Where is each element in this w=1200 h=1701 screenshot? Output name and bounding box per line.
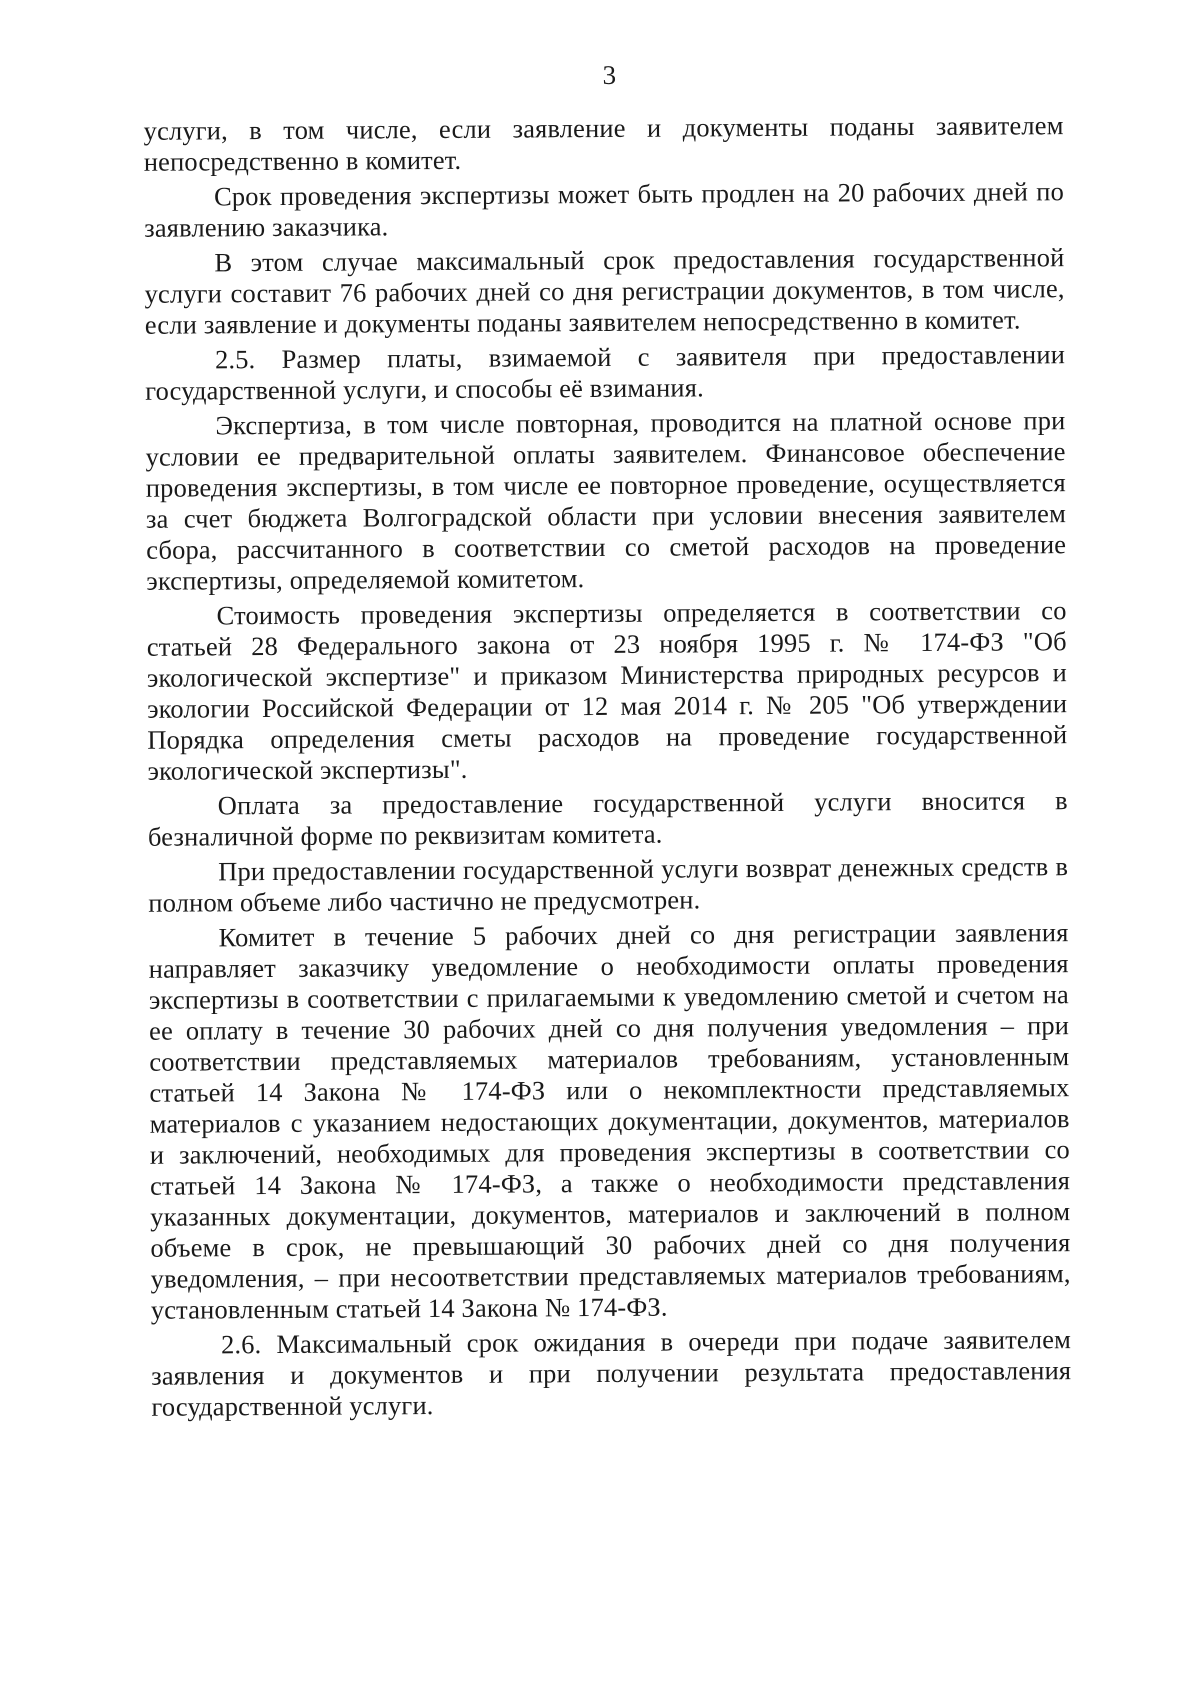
document-body [144, 110, 1072, 1427]
paragraph-max-term: В этом случае максимальный срок предоставления государственной услуги составит 76 рабочих дней со дня регистрации документов, в том числе, если заявление и документы поданы заявителем непосредственно в комитет. [144, 242, 1065, 340]
section-heading-2-5: 2.5. Размер платы, взимаемой с заявителя при предоставлении государственной услуги, и способы её взимания. [145, 339, 1066, 406]
section-heading-2-6: 2.6. Максимальный срок ожидания в очереди при подаче заявителем заявления и документов и при получении результата предоставления государственной услуги. [151, 1324, 1072, 1422]
paragraph-paid-basis: Экспертиза, в том числе повторная, проводится на платной основе при условии ее предварительной оплаты заявителем. Финансовое обеспечение проведения экспертизы, в том числе ее повторное проведение, осуществляется за счет бюджета Волгоградской области при условии внесения заявителем сбора, рассчитанного в соответствии со сметой расходов на проведение экспертизы, определяемой комитетом. [145, 405, 1067, 596]
paragraph-no-refund: При предоставлении государственной услуги возврат денежных средств в полном объеме либо частично не предусмотрен. [148, 851, 1069, 918]
page-number: 3 [602, 59, 617, 90]
paragraph-continuation: услуги, в том числе, если заявление и документы поданы заявителем непосредственно в комитет. [143, 110, 1064, 177]
paragraph-extension-term: Срок проведения экспертизы может быть продлен на 20 рабочих дней по заявлению заказчика. [144, 176, 1065, 243]
paragraph-notification: Комитет в течение 5 рабочих дней со дня регистрации заявления направляет заказчику уведомление о необходимости оплаты проведения экспертизы в соответствии с прилагаемыми к уведомлению сметой и счетом на ее оплату в течение 30 рабочих дней со дня получения уведомления – при соответствии представляемых материалов требованиям, установленным статьей 14 Закона № 174-ФЗ или о некомплектности представляемых материалов с указанием недостающих документации, документов, материалов и заключений, необходимых для проведения экспертизы в соответствии со статьей 14 Закона № 174-ФЗ, а также о необходимости представления указанных документации, документов, материалов и заключений в полном объеме в срок, не превышающий 30 рабочих дней со дня получения уведомления, – при несоответствии представляемых материалов требованиям, установленным статьей 14 Закона № 174-ФЗ. [148, 917, 1071, 1325]
paragraph-payment-form: Оплата за предоставление государственной услуги вносится в безналичной форме по реквизитам комитета. [147, 785, 1068, 852]
paragraph-cost: Стоимость проведения экспертизы определяется в соответствии со статьей 28 Федерального закона от 23 ноября 1995 г. № 174-ФЗ "Об экологической экспертизе" и приказом Министерства природных ресурсов и экологии Российской Федерации от 12 мая 2014 г. № 205 "Об утверждении Порядка определения сметы расходов на проведение государственной экологической экспертизы". [146, 595, 1068, 786]
